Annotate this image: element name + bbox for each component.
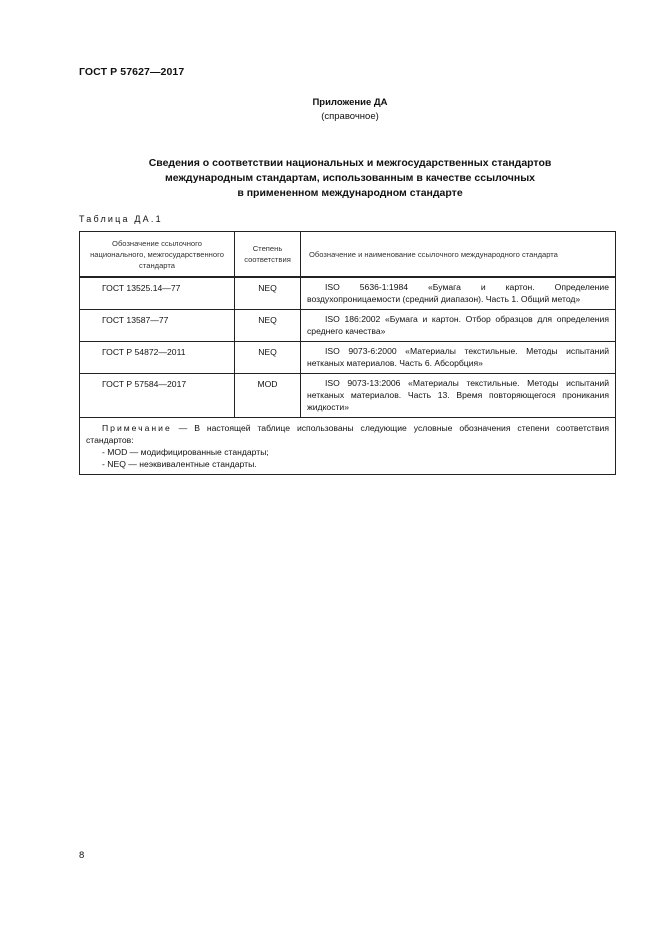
table-row — [80, 310, 616, 342]
table-row — [80, 277, 616, 310]
degree-of-conformity: NEQ — [235, 277, 301, 310]
national-standard: ГОСТ 13587—77 — [80, 310, 235, 342]
section-title-line: Сведения о соответствии национальных и межгосударственных стандартов — [148, 157, 552, 169]
international-standard: ISO 186:2002 «Бумага и картон. Отбор образцов для определения среднего качества» — [301, 310, 616, 342]
national-standard: ГОСТ 13525.14—77 — [80, 277, 235, 310]
note-item: - NEQ — неэквивалентные стандарты. — [102, 459, 257, 469]
table-row — [80, 342, 616, 374]
table-caption: Таблица ДА.1 — [79, 214, 163, 224]
table-header-row — [80, 232, 616, 278]
national-standard: ГОСТ Р 57584—2017 — [80, 374, 235, 418]
document-code: ГОСТ Р 57627—2017 — [79, 66, 185, 78]
national-standard: ГОСТ Р 54872—2011 — [80, 342, 235, 374]
international-standard: ISO 5636-1:1984 «Бумага и картон. Определение воздухопроницаемости (средний диапазон). Часть 1. Общий метод» — [301, 277, 616, 310]
reference-table — [79, 231, 616, 475]
header-national: Обозначение ссылочного национального, межгосударственного стандарта — [80, 232, 235, 278]
appendix-heading — [0, 96, 661, 124]
table-note-row — [80, 418, 616, 475]
header-international: Обозначение и наименование ссылочного международного стандарта — [301, 232, 616, 278]
degree-of-conformity: MOD — [235, 374, 301, 418]
note-item: - MOD — модифицированные стандарты; — [102, 447, 269, 457]
section-title-line: в примененном международном стандарте — [237, 187, 463, 199]
section-title — [0, 156, 661, 201]
degree-of-conformity: NEQ — [235, 342, 301, 374]
degree-of-conformity: NEQ — [235, 310, 301, 342]
appendix-title: Приложение ДА — [312, 97, 388, 108]
page-number: 8 — [79, 850, 85, 861]
section-title-line: международным стандартам, использованным в качестве ссылочных — [164, 172, 535, 184]
international-standard: ISO 9073-13:2006 «Материалы текстильные. Методы испытаний нетканых материалов. Часть 13. Время повторяющегося проникания жидкости» — [301, 374, 616, 418]
appendix-subtitle: (справочное) — [321, 111, 379, 122]
note-intro — [86, 422, 609, 446]
table-note — [80, 418, 616, 475]
international-standard: ISO 9073-6:2000 «Материалы текстильные. Методы испытаний нетканых материалов. Часть 6. Абсорбция» — [301, 342, 616, 374]
header-degree: Степень соответствия — [235, 232, 301, 278]
note-label: Примечание — [102, 423, 172, 433]
table-row — [80, 374, 616, 418]
note-text: — В настоящей таблице использованы следующие условные обозначения степени соответствия стандартов: — [86, 423, 609, 445]
